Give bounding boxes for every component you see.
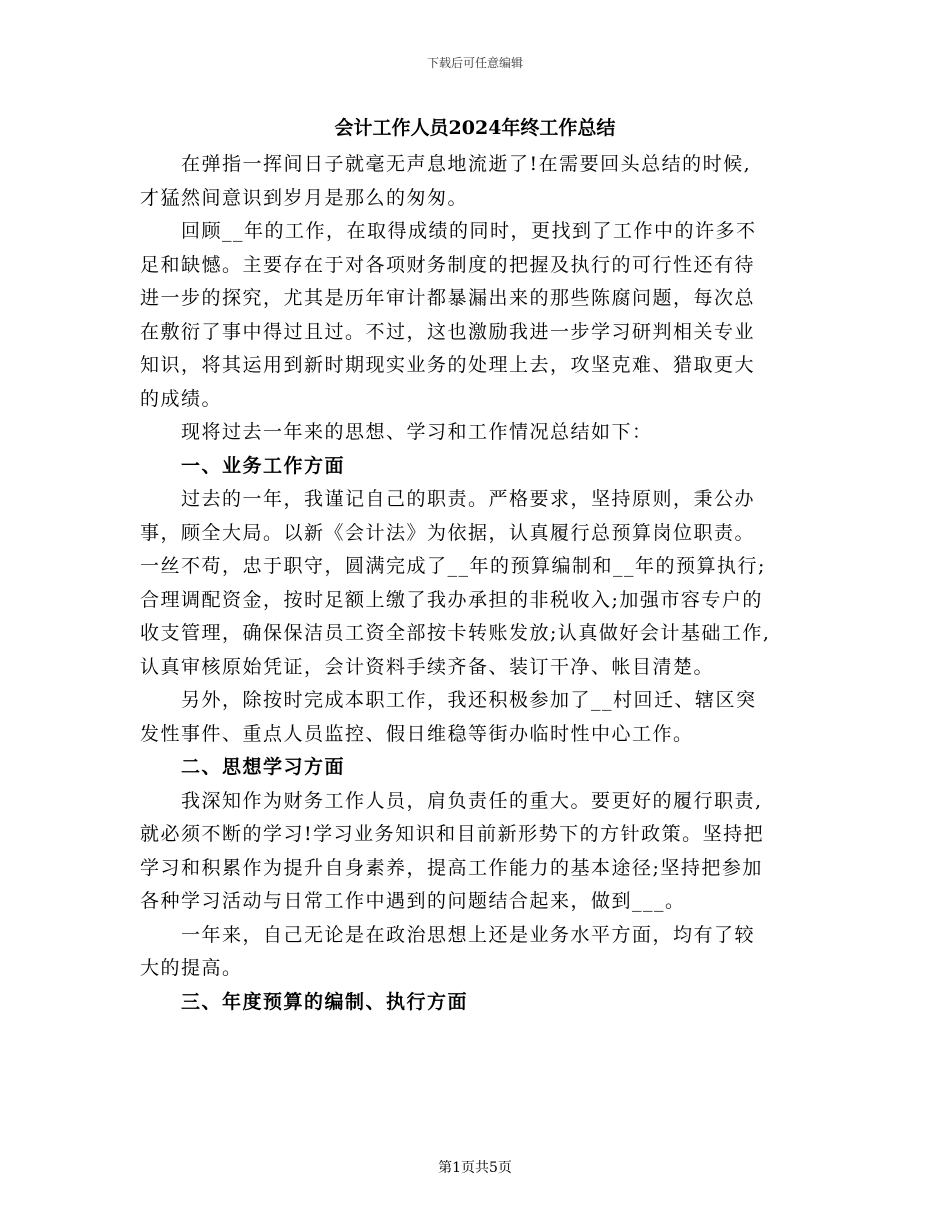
body-line: 在敷衍了事中得过且过。不过，这也激励我进一步学习研判相关专业 xyxy=(140,320,756,343)
body-line: 事，顾全大局。以新《会计法》为依据，认真履行总预算岗位职责。 xyxy=(140,521,756,544)
body-line: 才猛然间意识到岁月是那么的匆匆。 xyxy=(140,186,469,209)
body-line: 大的提高。 xyxy=(140,957,243,979)
body-line: 另外，除按时完成本职工作，我还积极参加了__村回迁、辖区突 xyxy=(140,689,757,711)
section-heading: 二、思想学习方面 xyxy=(140,756,346,778)
header-note: 下载后可任意编辑 xyxy=(426,56,523,70)
body-line: 发性事件、重点人员监控、假日维稳等街办临时性中心工作。 xyxy=(140,722,694,745)
body-line: 回顾__年的工作，在取得成绩的同时，更找到了工作中的许多不 xyxy=(140,220,757,242)
body-line: 一丝不苟，忠于职守，圆满完成了__年的预算编制和__年的预算执行; xyxy=(140,555,766,577)
section-heading: 一、业务工作方面 xyxy=(140,454,346,477)
body-line: 知识，将其运用到新时期现实业务的处理上去，攻坚克难、猎取更大 xyxy=(140,354,756,376)
body-line: 我深知作为财务工作人员，肩负责任的重大。要更好的履行职责, xyxy=(140,789,763,812)
body-line: 一年来，自己无论是在政治思想上还是业务水平方面，均有了较 xyxy=(140,923,756,946)
body-line: 学习和积累作为提升自身素养，提高工作能力的基本途径;坚持把参加 xyxy=(140,856,763,879)
body-line: 合理调配资金，按时足额上缴了我办承担的非税收入;加强市容专户的 xyxy=(140,588,763,611)
body-line: 在弹指一挥间日子就毫无声息地流逝了!在需要回头总结的时候, xyxy=(140,153,752,175)
body-line: 就必须不断的学习!学习业务知识和目前新形势下的方针政策。坚持把 xyxy=(140,823,765,845)
body-line: 进一步的探究，尤其是历年审计都暴漏出来的那些陈腐问题，每次总 xyxy=(140,287,756,309)
body-line: 足和缺憾。主要存在于对各项财务制度的把握及执行的可行性还有待 xyxy=(140,253,756,276)
body-line: 过去的一年，我谨记自己的职责。严格要求，坚持原则，秉公办 xyxy=(140,488,756,510)
body-line: 的成绩。 xyxy=(140,387,223,410)
document-title: 会计工作人员2024年终工作总结 xyxy=(334,117,616,139)
page-number: 第1页共5页 xyxy=(438,1160,512,1176)
body-line: 现将过去一年来的思想、学习和工作情况总结如下： xyxy=(140,421,653,443)
document-body xyxy=(140,148,820,1019)
section-heading: 三、年度预算的编制、执行方面 xyxy=(140,990,469,1013)
body-line: 各种学习活动与日常工作中遇到的问题结合起来，做到___。 xyxy=(140,890,686,912)
body-line: 收支管理，确保保洁员工资全部按卡转账发放;认真做好会计基础工作, xyxy=(140,622,771,644)
body-line: 认真审核原始凭证，会计资料手续齐备、装订干净、帐目清楚。 xyxy=(140,655,715,678)
